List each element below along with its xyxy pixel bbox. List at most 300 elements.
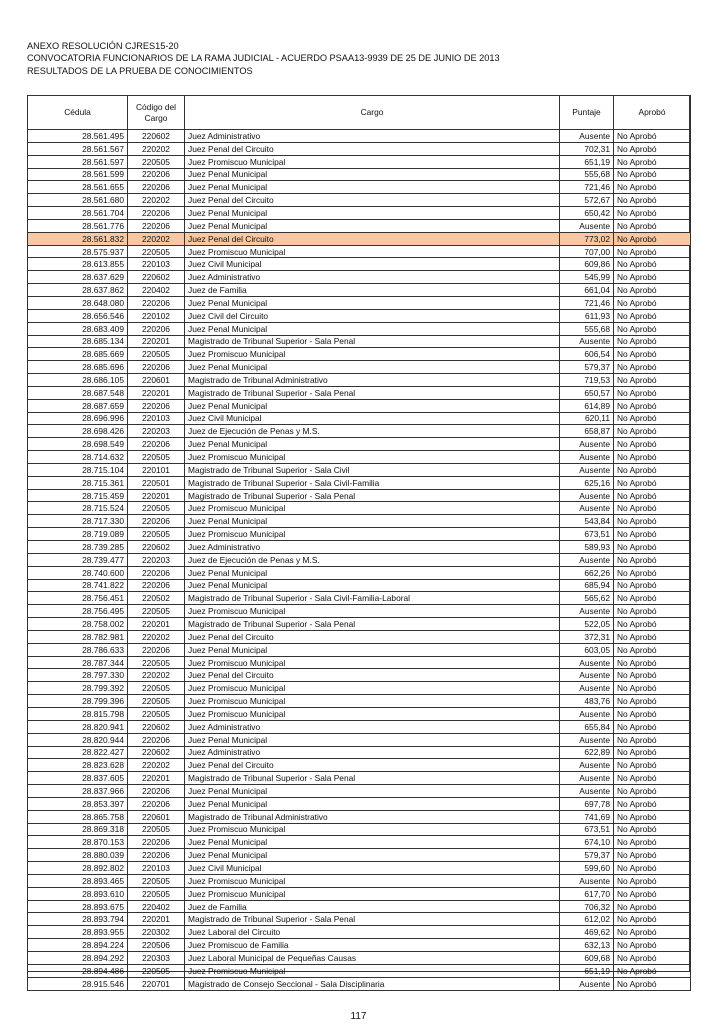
cell-cargo: Juez Administrativo — [185, 130, 560, 143]
cell-puntaje: 697,78 — [560, 797, 614, 810]
table-row — [28, 759, 691, 772]
cell-cargo: Juez Promiscuo Municipal — [185, 502, 560, 515]
cell-cargo: Juez Promiscuo Municipal — [185, 823, 560, 836]
cell-cargo: Magistrado de Tribunal Administrativo — [185, 374, 560, 387]
cell-aprobo: No Aprobó — [614, 155, 691, 168]
cell-cargo: Juez Promiscuo Municipal — [185, 348, 560, 361]
cell-aprobo: No Aprobó — [614, 553, 691, 566]
cell-cedula: 28.575.937 — [28, 245, 128, 258]
cell-puntaje: Ausente — [560, 977, 614, 990]
cell-puntaje: 658,87 — [560, 425, 614, 438]
cell-codigo: 220201 — [128, 489, 185, 502]
cell-cargo: Juez Penal Municipal — [185, 181, 560, 194]
cell-codigo: 220206 — [128, 785, 185, 798]
cell-codigo: 220206 — [128, 181, 185, 194]
cell-cargo: Juez Penal del Circuito — [185, 194, 560, 207]
cell-aprobo: No Aprobó — [614, 219, 691, 232]
cell-cargo: Juez Penal Municipal — [185, 566, 560, 579]
cell-cargo: Magistrado de Tribunal Superior - Sala Penal — [185, 489, 560, 502]
cell-aprobo: No Aprobó — [614, 566, 691, 579]
table-row — [28, 695, 691, 708]
cell-codigo: 220505 — [128, 656, 185, 669]
cell-codigo: 220502 — [128, 592, 185, 605]
cell-codigo: 220201 — [128, 618, 185, 631]
table-row — [28, 682, 691, 695]
cell-cargo: Juez Administrativo — [185, 746, 560, 759]
cell-cargo: Juez Civil Municipal — [185, 862, 560, 875]
cell-puntaje: Ausente — [560, 707, 614, 720]
cell-cargo: Juez Administrativo — [185, 541, 560, 554]
table-row — [28, 399, 691, 412]
cell-puntaje: 579,37 — [560, 849, 614, 862]
cell-aprobo: No Aprobó — [614, 425, 691, 438]
cell-puntaje: 469,62 — [560, 926, 614, 939]
cell-aprobo: No Aprobó — [614, 746, 691, 759]
cell-cargo: Magistrado de Consejo Seccional - Sala Disciplinaria — [185, 977, 560, 990]
cell-puntaje: 741,69 — [560, 810, 614, 823]
table-row — [28, 900, 691, 913]
cell-puntaje: 702,31 — [560, 142, 614, 155]
cell-aprobo: No Aprobó — [614, 913, 691, 926]
cell-puntaje: 719,53 — [560, 374, 614, 387]
cell-cargo: Juez Penal Municipal — [185, 399, 560, 412]
cell-cedula: 28.893.465 — [28, 874, 128, 887]
cell-puntaje: 661,04 — [560, 284, 614, 297]
table-row — [28, 618, 691, 631]
cell-codigo: 220402 — [128, 900, 185, 913]
cell-codigo: 220206 — [128, 643, 185, 656]
cell-cedula: 28.786.633 — [28, 643, 128, 656]
cell-aprobo: No Aprobó — [614, 592, 691, 605]
cell-codigo: 220201 — [128, 386, 185, 399]
cell-cedula: 28.561.704 — [28, 207, 128, 220]
cell-aprobo: No Aprobó — [614, 399, 691, 412]
table-row — [28, 207, 691, 220]
cell-codigo: 220505 — [128, 823, 185, 836]
cell-cedula: 28.685.669 — [28, 348, 128, 361]
cell-cedula: 28.561.776 — [28, 219, 128, 232]
table-row — [28, 502, 691, 515]
cell-cedula: 28.893.675 — [28, 900, 128, 913]
cell-codigo: 220505 — [128, 695, 185, 708]
cell-codigo: 220602 — [128, 130, 185, 143]
cell-codigo: 220201 — [128, 772, 185, 785]
cell-cargo: Juez Penal Municipal — [185, 438, 560, 451]
cell-codigo: 220102 — [128, 309, 185, 322]
cell-cedula: 28.782.981 — [28, 630, 128, 643]
cell-cargo: Juez Penal Municipal — [185, 849, 560, 862]
cell-puntaje: 650,57 — [560, 386, 614, 399]
table-row — [28, 746, 691, 759]
cell-cargo: Juez Civil del Circuito — [185, 309, 560, 322]
cell-aprobo: No Aprobó — [614, 759, 691, 772]
cell-cargo: Juez Promiscuo Municipal — [185, 155, 560, 168]
cell-cedula: 28.865.758 — [28, 810, 128, 823]
cell-aprobo: No Aprobó — [614, 656, 691, 669]
cell-codigo: 220505 — [128, 528, 185, 541]
cell-aprobo: No Aprobó — [614, 541, 691, 554]
table-row — [28, 707, 691, 720]
cell-codigo: 220206 — [128, 219, 185, 232]
cell-cedula: 28.892.802 — [28, 862, 128, 875]
table-header-row — [28, 96, 691, 130]
cell-puntaje: 565,62 — [560, 592, 614, 605]
cell-cargo: Juez Penal Municipal — [185, 207, 560, 220]
cell-codigo: 220206 — [128, 361, 185, 374]
cell-cargo: Juez de Ejecución de Penas y M.S. — [185, 553, 560, 566]
results-table — [27, 95, 691, 991]
cell-cargo: Juez Promiscuo Municipal — [185, 528, 560, 541]
cell-cedula: 28.741.822 — [28, 579, 128, 592]
cell-puntaje: Ausente — [560, 733, 614, 746]
cell-puntaje: 611,93 — [560, 309, 614, 322]
cell-puntaje: 650,42 — [560, 207, 614, 220]
table-row — [28, 168, 691, 181]
cell-cedula: 28.714.632 — [28, 451, 128, 464]
cell-cedula: 28.715.361 — [28, 476, 128, 489]
page-number: 117 — [350, 1011, 367, 1022]
table-body — [28, 130, 691, 991]
cell-cargo: Juez Penal Municipal — [185, 322, 560, 335]
cell-codigo: 220206 — [128, 566, 185, 579]
cell-puntaje: 674,10 — [560, 836, 614, 849]
table-row — [28, 964, 691, 977]
table-row — [28, 823, 691, 836]
cell-cedula: 28.893.794 — [28, 913, 128, 926]
cell-puntaje: 721,46 — [560, 181, 614, 194]
cell-aprobo: No Aprobó — [614, 785, 691, 798]
cell-puntaje: Ausente — [560, 438, 614, 451]
cell-aprobo: No Aprobó — [614, 874, 691, 887]
cell-codigo: 220206 — [128, 168, 185, 181]
cell-codigo: 220505 — [128, 245, 185, 258]
cell-puntaje: Ausente — [560, 656, 614, 669]
cell-aprobo: No Aprobó — [614, 386, 691, 399]
cell-cedula: 28.815.798 — [28, 707, 128, 720]
cell-aprobo: No Aprobó — [614, 669, 691, 682]
cell-cedula: 28.799.392 — [28, 682, 128, 695]
cell-cedula: 28.637.862 — [28, 284, 128, 297]
table-row — [28, 476, 691, 489]
cell-puntaje: 579,37 — [560, 361, 614, 374]
cell-cedula: 28.740.600 — [28, 566, 128, 579]
cell-cedula: 28.870.153 — [28, 836, 128, 849]
cell-codigo: 220206 — [128, 515, 185, 528]
cell-cedula: 28.698.426 — [28, 425, 128, 438]
cell-cargo: Juez Penal Municipal — [185, 797, 560, 810]
table-row — [28, 836, 691, 849]
cell-cedula: 28.756.495 — [28, 605, 128, 618]
header-convocatoria: CONVOCATORIA FUNCIONARIOS DE LA RAMA JUDICIAL - ACUERDO PSAA13-9939 DE 25 DE JUNIO DE 2013 — [27, 53, 500, 64]
cell-aprobo: No Aprobó — [614, 194, 691, 207]
cell-puntaje: 651,19 — [560, 155, 614, 168]
table-row — [28, 862, 691, 875]
cell-puntaje: Ausente — [560, 219, 614, 232]
cell-cedula: 28.787.344 — [28, 656, 128, 669]
cell-cargo: Juez Laboral del Circuito — [185, 926, 560, 939]
cell-cedula: 28.880.039 — [28, 849, 128, 862]
cell-cedula: 28.561.655 — [28, 181, 128, 194]
cell-codigo: 220103 — [128, 862, 185, 875]
cell-puntaje: Ausente — [560, 335, 614, 348]
table-row — [28, 425, 691, 438]
cell-cargo: Juez Penal del Circuito — [185, 759, 560, 772]
table-row — [28, 438, 691, 451]
cell-puntaje: Ausente — [560, 785, 614, 798]
table-row — [28, 772, 691, 785]
cell-codigo: 220505 — [128, 155, 185, 168]
cell-puntaje: 609,68 — [560, 952, 614, 965]
cell-codigo: 220103 — [128, 258, 185, 271]
cell-codigo: 220202 — [128, 630, 185, 643]
cell-cargo: Juez Promiscuo Municipal — [185, 707, 560, 720]
cell-codigo: 220505 — [128, 605, 185, 618]
cell-puntaje: 625,16 — [560, 476, 614, 489]
cell-cedula: 28.685.134 — [28, 335, 128, 348]
cell-puntaje: 603,05 — [560, 643, 614, 656]
cell-cedula: 28.561.832 — [28, 232, 128, 245]
cell-cedula: 28.561.597 — [28, 155, 128, 168]
cell-codigo: 220505 — [128, 887, 185, 900]
cell-cedula: 28.715.104 — [28, 463, 128, 476]
cell-codigo: 220602 — [128, 541, 185, 554]
cell-aprobo: No Aprobó — [614, 528, 691, 541]
cell-cargo: Magistrado de Tribunal Superior - Sala Penal — [185, 386, 560, 399]
cell-aprobo: No Aprobó — [614, 284, 691, 297]
cell-cargo: Magistrado de Tribunal Superior - Sala Penal — [185, 913, 560, 926]
cell-codigo: 220506 — [128, 939, 185, 952]
cell-cargo: Juez Promiscuo Municipal — [185, 245, 560, 258]
cell-aprobo: No Aprobó — [614, 862, 691, 875]
table-row — [28, 386, 691, 399]
cell-codigo: 220206 — [128, 438, 185, 451]
cell-cargo: Magistrado de Tribunal Administrativo — [185, 810, 560, 823]
cell-cedula: 28.717.330 — [28, 515, 128, 528]
cell-codigo: 220303 — [128, 952, 185, 965]
cell-codigo: 220206 — [128, 797, 185, 810]
cell-codigo: 220206 — [128, 579, 185, 592]
cell-puntaje: Ausente — [560, 669, 614, 682]
cell-aprobo: No Aprobó — [614, 515, 691, 528]
cell-cedula: 28.758.002 — [28, 618, 128, 631]
cell-aprobo: No Aprobó — [614, 618, 691, 631]
cell-puntaje: 773,02 — [560, 232, 614, 245]
cell-aprobo: No Aprobó — [614, 207, 691, 220]
cell-aprobo: No Aprobó — [614, 720, 691, 733]
header-resolution: ANEXO RESOLUCIÓN CJRES15-20 — [27, 41, 179, 51]
cell-aprobo: No Aprobó — [614, 502, 691, 515]
table-row — [28, 887, 691, 900]
cell-puntaje: 620,11 — [560, 412, 614, 425]
table-row — [28, 579, 691, 592]
cell-cargo: Juez Laboral Municipal de Pequeñas Causas — [185, 952, 560, 965]
cell-codigo: 220202 — [128, 232, 185, 245]
cell-cedula: 28.797.330 — [28, 669, 128, 682]
table-row — [28, 322, 691, 335]
cell-cargo: Juez Penal Municipal — [185, 168, 560, 181]
cell-cargo: Juez Penal del Circuito — [185, 669, 560, 682]
cell-cedula: 28.799.396 — [28, 695, 128, 708]
cell-cedula: 28.739.285 — [28, 541, 128, 554]
cell-cedula: 28.894.486 — [28, 964, 128, 977]
cell-aprobo: No Aprobó — [614, 643, 691, 656]
cell-cedula: 28.894.292 — [28, 952, 128, 965]
column-header-codigo-line1: Código del — [135, 101, 177, 112]
cell-cargo: Juez Penal Municipal — [185, 579, 560, 592]
cell-codigo: 220505 — [128, 348, 185, 361]
cell-cargo: Juez Promiscuo de Familia — [185, 939, 560, 952]
cell-aprobo: No Aprobó — [614, 797, 691, 810]
cell-codigo: 220206 — [128, 322, 185, 335]
cell-cargo: Juez Penal Municipal — [185, 515, 560, 528]
cell-aprobo: No Aprobó — [614, 489, 691, 502]
cell-codigo: 220101 — [128, 463, 185, 476]
table-row — [28, 939, 691, 952]
cell-cedula: 28.715.524 — [28, 502, 128, 515]
cell-aprobo: No Aprobó — [614, 823, 691, 836]
cell-aprobo: No Aprobó — [614, 579, 691, 592]
cell-aprobo: No Aprobó — [614, 438, 691, 451]
cell-cargo: Juez Penal del Circuito — [185, 630, 560, 643]
cell-codigo: 220206 — [128, 733, 185, 746]
table-row — [28, 296, 691, 309]
table-row — [28, 361, 691, 374]
cell-cargo: Juez Penal Municipal — [185, 296, 560, 309]
cell-cedula: 28.698.549 — [28, 438, 128, 451]
cell-puntaje: 706,32 — [560, 900, 614, 913]
cell-cedula: 28.894.224 — [28, 939, 128, 952]
table-row — [28, 284, 691, 297]
cell-cedula: 28.687.659 — [28, 399, 128, 412]
cell-cedula: 28.822.427 — [28, 746, 128, 759]
cell-aprobo: No Aprobó — [614, 245, 691, 258]
cell-puntaje: 673,51 — [560, 823, 614, 836]
table-row — [28, 720, 691, 733]
table-row — [28, 232, 691, 245]
cell-codigo: 220206 — [128, 296, 185, 309]
cell-puntaje: Ausente — [560, 553, 614, 566]
table-row — [28, 926, 691, 939]
cell-codigo: 220302 — [128, 926, 185, 939]
cell-cedula: 28.915.546 — [28, 977, 128, 990]
table-row — [28, 489, 691, 502]
cell-puntaje: Ausente — [560, 874, 614, 887]
column-header-cargo: Cargo — [185, 96, 560, 130]
table-row — [28, 785, 691, 798]
cell-cargo: Juez Promiscuo Municipal — [185, 964, 560, 977]
cell-puntaje: 655,84 — [560, 720, 614, 733]
cell-puntaje: Ausente — [560, 451, 614, 464]
column-header-codigo-line2: Cargo — [144, 112, 168, 123]
cell-cargo: Juez de Familia — [185, 284, 560, 297]
table-row — [28, 515, 691, 528]
cell-codigo: 220505 — [128, 682, 185, 695]
cell-cedula: 28.893.610 — [28, 887, 128, 900]
table-row — [28, 913, 691, 926]
cell-codigo: 220206 — [128, 207, 185, 220]
column-header-cedula: Cédula — [28, 96, 128, 130]
cell-codigo: 220201 — [128, 913, 185, 926]
cell-cedula: 28.715.459 — [28, 489, 128, 502]
cell-puntaje: 612,02 — [560, 913, 614, 926]
cell-aprobo: No Aprobó — [614, 772, 691, 785]
cell-cargo: Juez Penal Municipal — [185, 836, 560, 849]
cell-puntaje: Ausente — [560, 463, 614, 476]
cell-puntaje: 555,68 — [560, 168, 614, 181]
cell-aprobo: No Aprobó — [614, 849, 691, 862]
cell-aprobo: No Aprobó — [614, 476, 691, 489]
cell-cedula: 28.696.996 — [28, 412, 128, 425]
cell-cargo: Juez Civil Municipal — [185, 258, 560, 271]
cell-cargo: Magistrado de Tribunal Superior - Sala Civil — [185, 463, 560, 476]
table-row — [28, 258, 691, 271]
cell-cedula: 28.823.628 — [28, 759, 128, 772]
table-row — [28, 219, 691, 232]
cell-aprobo: No Aprobó — [614, 682, 691, 695]
cell-cargo: Magistrado de Tribunal Superior - Sala Civil-Familia — [185, 476, 560, 489]
cell-cargo: Juez Penal Municipal — [185, 219, 560, 232]
cell-cargo: Juez Civil Municipal — [185, 412, 560, 425]
cell-codigo: 220206 — [128, 399, 185, 412]
cell-codigo: 220602 — [128, 271, 185, 284]
cell-puntaje: 572,67 — [560, 194, 614, 207]
cell-codigo: 220402 — [128, 284, 185, 297]
table-row — [28, 849, 691, 862]
table-row — [28, 309, 691, 322]
cell-cargo: Juez Promiscuo Municipal — [185, 451, 560, 464]
cell-cargo: Juez Promiscuo Municipal — [185, 656, 560, 669]
header-results-title: RESULTADOS DE LA PRUEBA DE CONOCIMIENTOS — [27, 65, 253, 76]
cell-aprobo: No Aprobó — [614, 361, 691, 374]
cell-codigo: 220601 — [128, 374, 185, 387]
column-header-puntaje: Puntaje — [560, 96, 614, 130]
cell-cedula: 28.687.548 — [28, 386, 128, 399]
cell-cargo: Juez Administrativo — [185, 271, 560, 284]
cell-cedula: 28.837.605 — [28, 772, 128, 785]
cell-cedula: 28.837.966 — [28, 785, 128, 798]
table-row — [28, 194, 691, 207]
table-row — [28, 142, 691, 155]
table-row — [28, 541, 691, 554]
cell-cedula: 28.613.855 — [28, 258, 128, 271]
cell-cedula: 28.685.696 — [28, 361, 128, 374]
cell-cargo: Magistrado de Tribunal Superior - Sala Penal — [185, 772, 560, 785]
cell-aprobo: No Aprobó — [614, 810, 691, 823]
cell-codigo: 220103 — [128, 412, 185, 425]
cell-puntaje: 522,05 — [560, 618, 614, 631]
cell-aprobo: No Aprobó — [614, 605, 691, 618]
document-header — [27, 40, 500, 77]
cell-cedula: 28.656.546 — [28, 309, 128, 322]
cell-cargo: Juez Penal Municipal — [185, 361, 560, 374]
cell-codigo: 220202 — [128, 759, 185, 772]
cell-codigo: 220601 — [128, 810, 185, 823]
cell-puntaje: 662,26 — [560, 566, 614, 579]
cell-codigo: 220203 — [128, 425, 185, 438]
cell-puntaje: 632,13 — [560, 939, 614, 952]
cell-cargo: Magistrado de Tribunal Superior - Sala Penal — [185, 618, 560, 631]
table-row — [28, 245, 691, 258]
cell-puntaje: 543,84 — [560, 515, 614, 528]
cell-aprobo: No Aprobó — [614, 374, 691, 387]
table-row — [28, 181, 691, 194]
cell-cedula: 28.637.629 — [28, 271, 128, 284]
cell-puntaje: Ausente — [560, 605, 614, 618]
table-row — [28, 656, 691, 669]
cell-puntaje: 609,86 — [560, 258, 614, 271]
cell-puntaje: Ausente — [560, 759, 614, 772]
cell-cargo: Magistrado de Tribunal Superior - Sala Penal — [185, 335, 560, 348]
